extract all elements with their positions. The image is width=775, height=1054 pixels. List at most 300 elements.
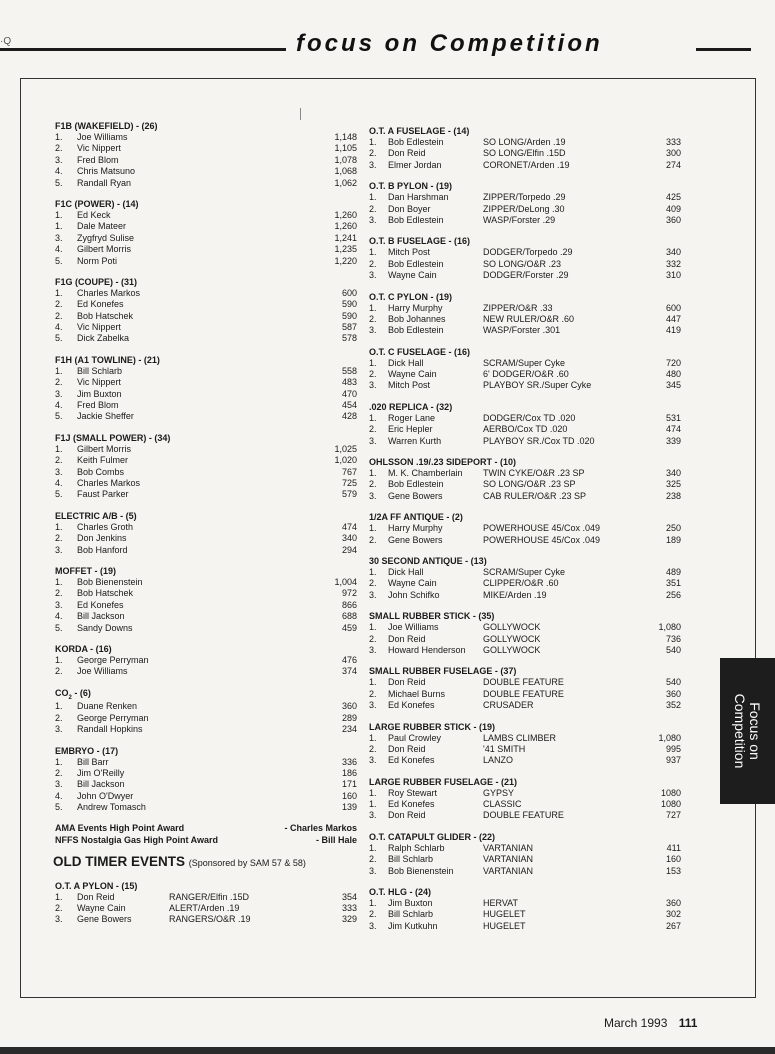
competitor-name: Chris Matsuno: [77, 166, 136, 177]
score: 186: [341, 768, 357, 779]
score: 1,080: [658, 622, 681, 633]
result-row: [369, 567, 699, 578]
result-row: [55, 588, 365, 599]
score: 411: [666, 842, 681, 853]
result-row: [369, 204, 699, 215]
result-row: [369, 148, 699, 159]
result-row: [55, 478, 365, 489]
result-section: [369, 611, 699, 656]
competitor-name: Gene Bowers: [388, 490, 443, 501]
result-row: [369, 270, 699, 281]
result-section: [369, 512, 699, 546]
result-row: [55, 713, 365, 724]
score: 171: [341, 779, 357, 790]
competitor-name: Faust Parker: [77, 489, 129, 500]
competitor-name: Ed Konefes: [388, 755, 435, 766]
result-section: [55, 881, 365, 926]
competitor-name: Mitch Post: [388, 380, 431, 391]
competitor-name: Jim Buxton: [388, 898, 433, 909]
place: 1.: [55, 221, 63, 232]
model-engine: MIKE/Arden .19: [483, 589, 547, 600]
section-title: O.T. C FUSELAGE - (16): [369, 346, 471, 357]
competitor-name: Andrew Tomasch: [77, 802, 146, 813]
score: 866: [341, 599, 357, 610]
place: 1.: [55, 654, 63, 665]
score: 300: [665, 148, 681, 159]
model-engine: GOLLYWOCK: [483, 622, 541, 633]
place: 3.: [369, 755, 377, 766]
place: 2.: [55, 310, 63, 321]
result-row: [55, 791, 365, 802]
result-row: [369, 358, 699, 369]
model-engine: POWERHOUSE 45/Cox .049: [483, 534, 601, 545]
competitor-name: John Schifko: [388, 589, 440, 600]
result-row: [55, 533, 365, 544]
competitor-name: Dick Zabelka: [77, 333, 130, 344]
result-row: [369, 436, 699, 447]
place: 3.: [369, 270, 377, 281]
place: 1.: [55, 891, 63, 902]
result-row: [369, 622, 699, 633]
competitor-name: Don Reid: [388, 633, 426, 644]
bottom-edge: [0, 1047, 775, 1054]
score: 1,220: [334, 255, 357, 266]
result-row: [369, 866, 699, 877]
competitor-name: Ed Konefes: [388, 700, 435, 711]
model-engine: SO LONG/O&R .23: [483, 258, 562, 269]
score: 972: [341, 588, 357, 599]
competitor-name: Jim Buxton: [77, 388, 122, 399]
score: 1,105: [334, 143, 357, 154]
page-title: focus on Competition: [296, 30, 603, 57]
competitor-name: Paul Crowley: [388, 732, 442, 743]
model-engine: WASP/Forster .29: [483, 214, 556, 225]
result-row: [55, 768, 365, 779]
place: 2.: [55, 768, 63, 779]
score: 333: [665, 137, 681, 147]
score: 428: [341, 411, 357, 422]
competitor-name: Bill Schlarb: [388, 854, 434, 865]
model-engine: CLASSIC: [483, 799, 522, 810]
competitor-name: M. K. Chamberlain: [388, 468, 463, 479]
section-title: O.T. A FUSELAGE - (14): [369, 126, 470, 136]
place: 1.: [55, 365, 63, 376]
competitor-name: Vic Nippert: [77, 377, 121, 388]
place: 2.: [55, 588, 63, 599]
score: 1,260: [334, 221, 357, 232]
result-row: [369, 733, 699, 744]
section-tab-line1: Focus on: [747, 702, 763, 760]
competitor-name: Joe Williams: [77, 666, 128, 677]
model-engine: '41 SMITH: [483, 743, 526, 754]
model-engine: CAB RULER/O&R .23 SP: [483, 490, 587, 501]
competitor-name: Bob Edlestein: [388, 137, 444, 147]
section-title: O.T. C PYLON - (19): [369, 291, 453, 302]
competitor-name: Zygfryd Sulise: [77, 232, 135, 243]
place: 1.: [55, 521, 63, 532]
competitor-name: Randall Ryan: [77, 177, 132, 188]
right-results-list: [369, 126, 699, 932]
place: 1.: [55, 701, 63, 712]
place: 2.: [369, 479, 377, 490]
model-engine: SCRAM/Super Cyke: [483, 566, 566, 577]
score: 333: [341, 902, 357, 913]
score: 360: [341, 701, 357, 712]
result-section: [369, 181, 699, 226]
result-section: [369, 832, 699, 877]
result-row: [369, 677, 699, 688]
place: 3.: [55, 544, 63, 555]
section-tab-line2: Competition: [732, 693, 748, 769]
model-engine: DOUBLE FEATURE: [483, 688, 564, 699]
section-title: LARGE RUBBER FUSELAGE - (21): [369, 776, 518, 787]
award-winner: - Bill Hale: [315, 834, 357, 845]
result-section: [369, 347, 699, 392]
result-section: [55, 688, 365, 736]
model-engine: DODGER/Cox TD .020: [483, 412, 576, 423]
competitor-name: Ed Keck: [77, 209, 111, 220]
section-title: MOFFET - (19): [55, 565, 116, 576]
place: 3.: [369, 865, 377, 876]
pen-mark: [300, 108, 301, 120]
result-row: [55, 545, 365, 556]
competitor-name: Roy Stewart: [388, 787, 438, 798]
score: 351: [665, 578, 681, 589]
model-engine: ZIPPER/O&R .33: [483, 302, 553, 313]
competitor-name: Bill Schlarb: [388, 909, 434, 920]
place: 2.: [55, 533, 63, 544]
place: 3.: [55, 388, 63, 399]
place: 5.: [55, 489, 63, 500]
place: 2.: [369, 633, 377, 644]
model-engine: ALERT/Arden .19: [169, 902, 240, 913]
result-row: [369, 215, 699, 226]
result-row: [55, 400, 365, 411]
score: 531: [665, 412, 681, 423]
result-row: [369, 380, 699, 391]
result-section: [55, 433, 365, 501]
score: 234: [341, 724, 357, 735]
section-tab-label: [732, 694, 762, 769]
competitor-name: Norm Poti: [77, 255, 118, 266]
score: 360: [665, 898, 681, 909]
competitor-name: John O'Dwyer: [77, 790, 134, 801]
place: 2.: [369, 258, 377, 269]
competitor-name: Bob Combs: [77, 466, 125, 477]
competitor-name: Vic Nippert: [77, 143, 121, 154]
score: 360: [665, 688, 681, 699]
place: 2.: [55, 143, 63, 154]
place: 2.: [55, 299, 63, 310]
place: 4.: [55, 166, 63, 177]
competitor-name: Howard Henderson: [388, 644, 466, 655]
competitor-name: Sandy Downs: [77, 622, 133, 633]
score: 727: [665, 810, 681, 821]
place: 3.: [369, 435, 377, 446]
result-section: [55, 277, 365, 345]
result-section: [369, 126, 699, 171]
place: 5.: [55, 622, 63, 633]
award-label: NFFS Nostalgia Gas High Point Award: [55, 834, 219, 845]
section-title: F1C (POWER) - (14): [55, 198, 139, 209]
section-title: 30 SECOND ANTIQUE - (13): [369, 555, 487, 566]
place: 1.: [369, 842, 377, 853]
result-section: [55, 511, 365, 556]
score: 720: [665, 357, 681, 368]
competitor-name: Fred Blom: [77, 154, 119, 165]
result-row: [55, 892, 365, 903]
score: 558: [341, 365, 357, 376]
score: 1,148: [334, 132, 357, 142]
place: 3.: [55, 154, 63, 165]
competitor-name: Michael Burns: [388, 688, 446, 699]
result-row: [55, 166, 365, 177]
competitor-name: Bob Bienenstein: [77, 576, 143, 587]
award-winner: - Charles Markos: [284, 822, 357, 833]
model-engine: ZIPPER/DeLong .30: [483, 203, 565, 214]
competitor-name: Dale Mateer: [77, 221, 127, 232]
model-engine: HERVAT: [483, 898, 519, 909]
place: 3.: [55, 232, 63, 243]
result-row: [55, 299, 365, 310]
section-title: 1/2A FF ANTIQUE - (2): [369, 512, 463, 523]
result-row: [369, 479, 699, 490]
score: 459: [341, 622, 357, 633]
model-engine: NEW RULER/O&R .60: [483, 313, 575, 324]
result-section: [55, 644, 365, 678]
score: 600: [341, 287, 357, 298]
result-row: [55, 489, 365, 500]
result-section: [369, 777, 699, 822]
model-engine: VARTANIAN: [483, 854, 534, 865]
score: 345: [665, 380, 681, 391]
score: 476: [341, 654, 357, 665]
result-row: [369, 788, 699, 799]
result-row: [55, 221, 365, 232]
model-engine: AERBO/Cox TD .020: [483, 424, 568, 435]
place: 2.: [369, 534, 377, 545]
result-section: [369, 556, 699, 601]
score: 540: [665, 644, 681, 655]
result-row: [55, 311, 365, 322]
result-row: [369, 523, 699, 534]
place: 1.: [55, 132, 63, 142]
award-line: [55, 834, 365, 846]
competitor-name: Gene Bowers: [388, 534, 443, 545]
competitor-name: Don Reid: [388, 743, 426, 754]
score: 579: [341, 489, 357, 500]
place: 2.: [369, 854, 377, 865]
competitor-name: Charles Markos: [77, 287, 141, 298]
score: 139: [341, 802, 357, 813]
section-title: OHLSSON .19/.23 SIDEPORT - (10): [369, 457, 517, 468]
competitor-name: Dick Hall: [388, 357, 424, 368]
competitor-name: Bob Hatschek: [77, 310, 134, 321]
competitor-name: Bob Johannes: [388, 313, 446, 324]
result-section: [369, 887, 699, 932]
place: 3.: [369, 325, 377, 336]
score: 447: [665, 313, 681, 324]
score: 340: [341, 533, 357, 544]
left-old-timer-list: [55, 881, 365, 926]
place: 1.: [55, 443, 63, 454]
score: 340: [665, 468, 681, 479]
competitor-name: Warren Kurth: [388, 435, 442, 446]
section-title: EMBRYO - (17): [55, 745, 119, 756]
place: 1.: [369, 468, 377, 479]
model-engine: CORONET/Arden .19: [483, 159, 570, 170]
result-row: [55, 244, 365, 255]
score: 937: [665, 755, 681, 766]
score: 256: [665, 589, 681, 600]
place: 2.: [369, 203, 377, 214]
page-number: 111: [678, 1016, 698, 1030]
score: 267: [665, 920, 681, 931]
score: 1,068: [334, 166, 357, 177]
competitor-name: Don Reid: [388, 677, 426, 688]
competitor-name: Vic Nippert: [77, 322, 121, 333]
result-row: [55, 455, 365, 466]
model-engine: DOUBLE FEATURE: [483, 677, 564, 688]
place: 1.: [55, 287, 63, 298]
place: 1.: [369, 137, 377, 147]
section-title: LARGE RUBBER STICK - (19): [369, 721, 496, 732]
result-row: [55, 724, 365, 735]
place: 3.: [369, 159, 377, 170]
competitor-name: Bob Bienenstein: [388, 865, 454, 876]
right-column: [369, 126, 699, 942]
score: 1,080: [658, 732, 681, 743]
place: 3.: [369, 700, 377, 711]
competitor-name: Jim Kutkuhn: [388, 920, 438, 931]
place: 3.: [55, 599, 63, 610]
competitor-name: Charles Groth: [77, 521, 134, 532]
score: 1,078: [334, 154, 357, 165]
competitor-name: Wayne Cain: [388, 578, 437, 589]
competitor-name: Bob Hanford: [77, 544, 128, 555]
result-row: [55, 522, 365, 533]
result-row: [369, 303, 699, 314]
place: 2.: [369, 909, 377, 920]
page-footer: [604, 1016, 697, 1030]
score: 767: [341, 466, 357, 477]
place: 3.: [369, 380, 377, 391]
result-row: [55, 802, 365, 813]
score: 489: [665, 566, 681, 577]
model-engine: HUGELET: [483, 909, 526, 920]
competitor-name: Bob Edlestein: [388, 214, 444, 225]
section-title: O.T. B FUSELAGE - (16): [369, 236, 471, 247]
result-row: [55, 333, 365, 344]
place: 5.: [55, 255, 63, 266]
result-section: [369, 666, 699, 711]
competitor-name: Bob Edlestein: [388, 325, 444, 336]
place: 2.: [55, 455, 63, 466]
score: 332: [665, 258, 681, 269]
result-row: [55, 701, 365, 712]
place: 1.: [369, 247, 377, 258]
place: 1.: [369, 732, 377, 743]
place: 2.: [369, 369, 377, 380]
result-row: [369, 369, 699, 380]
score: 474: [665, 424, 681, 435]
result-row: [55, 666, 365, 677]
model-engine: DODGER/Torpedo .29: [483, 247, 573, 258]
result-row: [55, 322, 365, 333]
result-section: [369, 292, 699, 337]
score: 294: [341, 544, 357, 555]
place: 4.: [55, 790, 63, 801]
result-row: [55, 444, 365, 455]
score: 995: [665, 743, 681, 754]
left-results-list: [55, 121, 365, 814]
place: 1.: [55, 576, 63, 587]
model-engine: 6' DODGER/O&R .60: [483, 369, 569, 380]
left-column: [55, 121, 365, 936]
result-row: [369, 424, 699, 435]
competitor-name: Wayne Cain: [388, 369, 437, 380]
result-row: [369, 468, 699, 479]
section-tab: [720, 658, 775, 804]
result-section: [55, 121, 365, 189]
section-title: O.T. CATAPULT GLIDER - (22): [369, 831, 495, 842]
competitor-name: Gilbert Morris: [77, 443, 132, 454]
old-timer-heading: [53, 854, 365, 869]
result-row: [55, 611, 365, 622]
result-row: [55, 233, 365, 244]
model-engine: SO LONG/Arden .19: [483, 137, 566, 147]
result-row: [55, 577, 365, 588]
competitor-name: Bob Hatschek: [77, 588, 134, 599]
old-timer-title: OLD TIMER EVENTS: [53, 853, 186, 869]
award-line: [55, 822, 365, 834]
score: 302: [665, 909, 681, 920]
model-engine: CLIPPER/O&R .60: [483, 578, 559, 589]
result-row: [369, 744, 699, 755]
awards: [55, 822, 365, 846]
results-frame: [20, 78, 756, 998]
result-row: [369, 755, 699, 766]
score: 425: [665, 192, 681, 203]
result-row: [55, 623, 365, 634]
place: 1.: [369, 622, 377, 633]
place: 1.: [369, 192, 377, 203]
model-engine: DOUBLE FEATURE: [483, 810, 564, 821]
score: 1,260: [334, 209, 357, 220]
score: 470: [341, 388, 357, 399]
place: 2.: [369, 743, 377, 754]
place: 4.: [55, 477, 63, 488]
score: 474: [341, 521, 357, 532]
competitor-name: Bill Jackson: [77, 611, 125, 622]
result-row: [369, 160, 699, 171]
place: 1.: [55, 209, 63, 220]
competitor-name: Keith Fulmer: [77, 455, 129, 466]
score: 483: [341, 377, 357, 388]
score: 160: [341, 790, 357, 801]
model-engine: PLAYBOY SR./Super Cyke: [483, 380, 592, 391]
place: 3.: [55, 779, 63, 790]
place: 2.: [55, 902, 63, 913]
result-row: [369, 535, 699, 546]
competitor-name: Duane Renken: [77, 701, 138, 712]
award-label: AMA Events High Point Award: [55, 822, 185, 833]
section-title: O.T. A PYLON - (15): [55, 880, 138, 891]
competitor-name: Bob Edlestein: [388, 479, 444, 490]
result-row: [55, 779, 365, 790]
place: 1.: [369, 677, 377, 688]
place: 2.: [55, 377, 63, 388]
